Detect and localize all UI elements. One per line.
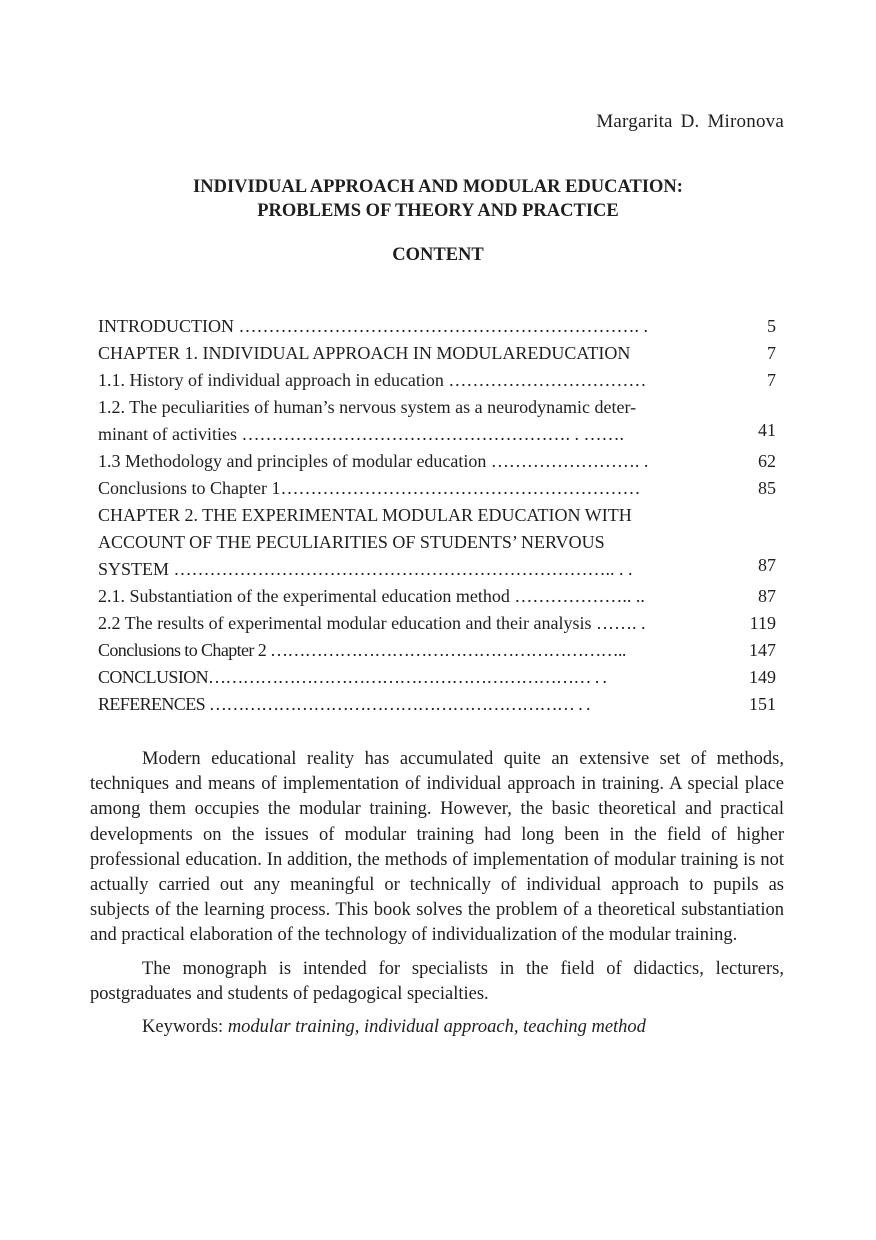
toc-entry-references xyxy=(98,691,776,718)
toc-entry-page: 85 xyxy=(758,478,776,498)
toc-entry-text: CHAPTER 2. THE EXPERIMENTAL MODULAR EDUCATION WITH ACCOUNT OF THE PECULIARITIES OF STUDENTS’ NERVOUS SYSTEM ……………………………………………………………….. . . xyxy=(98,505,633,579)
toc-entry-chapter-2 xyxy=(98,502,776,583)
toc-entry-page: 87 xyxy=(758,586,776,606)
keywords-value: modular training, individual approach, teaching method xyxy=(227,1017,646,1038)
title-line-2: PROBLEMS OF THEORY AND PRACTICE xyxy=(257,201,619,221)
toc-entry-page: 149 xyxy=(749,667,776,687)
toc-entry-text: INTRODUCTION …………………………………………………………. . xyxy=(98,316,648,336)
toc-entry-text: Conclusions to Chapter 1…………………………………………………… xyxy=(98,478,641,498)
keywords-line xyxy=(90,1015,784,1040)
keywords-label: Keywords: xyxy=(142,1017,228,1038)
toc-entry-text: REFERENCES ……………………………………………………… . . xyxy=(98,694,590,714)
toc-entry-page: 7 xyxy=(767,343,776,363)
abstract-body xyxy=(90,747,784,1048)
toc-entry-text: 1.2. The peculiarities of human’s nervous system as a neurodynamic deter- minant of activities ………………………………………………. . ……. xyxy=(98,397,637,444)
toc-entry-page: 151 xyxy=(749,694,776,714)
title-line-1: INDIVIDUAL APPROACH AND MODULAR EDUCATION: xyxy=(193,177,683,197)
toc-entry-text: CHAPTER 1. INDIVIDUAL APPROACH IN MODULAREDUCATION xyxy=(98,343,631,363)
toc-entry-introduction xyxy=(98,313,776,340)
document-title xyxy=(92,175,784,223)
author-name: Margarita D. Mironova xyxy=(596,111,784,132)
toc-entry-conclusions-2 xyxy=(98,637,776,664)
toc-entry-text: 2.2 The results of experimental modular education and their analysis ……. . xyxy=(98,613,646,633)
content-heading: CONTENT xyxy=(392,245,484,265)
toc-entry-conclusions-1 xyxy=(98,475,776,502)
toc-entry-page: 119 xyxy=(749,613,776,633)
toc-entry-page: 5 xyxy=(767,316,776,336)
toc-entry-chapter-1 xyxy=(98,340,776,367)
toc-entry-2-2 xyxy=(98,610,776,637)
toc-entry-2-1 xyxy=(98,583,776,610)
table-of-contents xyxy=(98,313,776,718)
abstract-paragraph-2: The monograph is intended for specialists in the field of didactics, lecturers, postgraduates and students of pedagogical specialties. xyxy=(90,958,784,1004)
abstract-paragraph-1: Modern educational reality has accumulated quite an extensive set of methods, techniques and means of implementation of individual approach in training. A special place among them occupies the modular training. However, the basic theoretical and practical developments on the issues of modular training had long been in the field of higher professional education. In addition, the methods of implementation of modular training is not actually carried out any meaningful or technically of individual approach to pupils as subjects of the learning process. This book solves the problem of a theoretical substantiation and practical elaboration of the technology of individualization of the modular training. xyxy=(90,749,784,946)
toc-entry-1-1 xyxy=(98,367,776,394)
toc-entry-page: 147 xyxy=(749,640,776,660)
toc-entry-page: 87 xyxy=(758,555,776,575)
toc-entry-page: 7 xyxy=(767,370,776,390)
toc-entry-text: CONCLUSION………………………………………………………… . . xyxy=(98,667,607,687)
toc-entry-conclusion xyxy=(98,664,776,691)
toc-entry-page: 41 xyxy=(758,420,776,440)
toc-entry-text: Conclusions to Chapter 2 …………………………………………………….. xyxy=(98,640,626,660)
toc-entry-text: 2.1. Substantiation of the experimental education method ……………….. .. xyxy=(98,586,645,606)
toc-entry-text: 1.3 Methodology and principles of modular education ……………………. . xyxy=(98,451,649,471)
toc-entry-1-3 xyxy=(98,448,776,475)
toc-entry-text: 1.1. History of individual approach in education …………………………… xyxy=(98,370,647,390)
toc-entry-1-2 xyxy=(98,394,776,448)
toc-entry-page: 62 xyxy=(758,451,776,471)
